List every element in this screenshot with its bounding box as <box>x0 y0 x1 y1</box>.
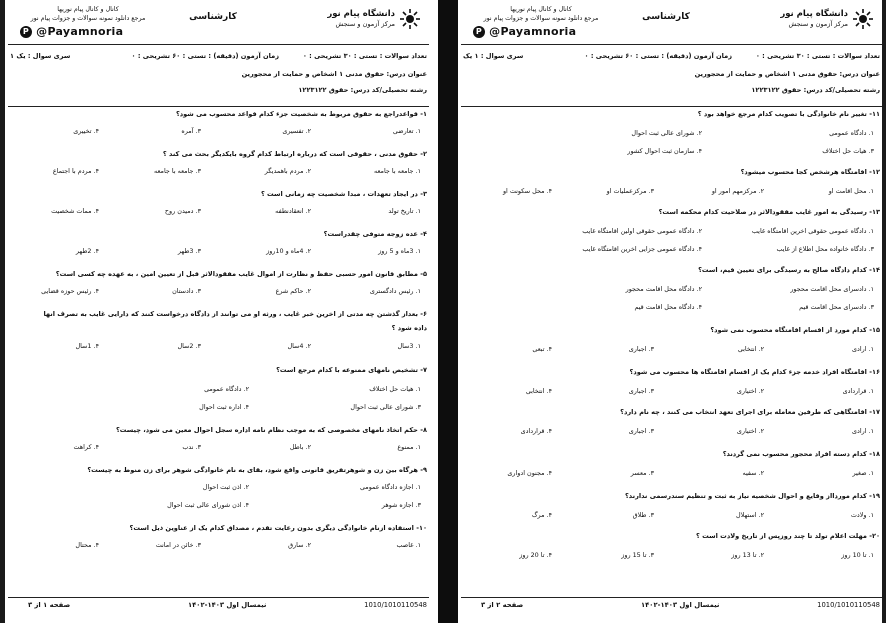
answer-option: ۴. سازمان ثبت احوال کشور <box>627 147 702 155</box>
question-text-continued: داده شود ؟ <box>391 324 427 332</box>
sun-emblem-icon <box>399 8 421 30</box>
question-text: ۲۰- مهلت اعلام تولد تا چند روزپس از تاریخ ولادت است ؟ <box>696 532 880 540</box>
exam-info <box>461 46 882 102</box>
answer-option: ۳. مرکزعملیات او <box>606 187 654 195</box>
answer-option: ۳. جامعه با جامعه <box>154 167 201 175</box>
answer-option: ۲. دادگاه عمومی حقوقی اولین اقامتگاه غایب <box>582 227 702 235</box>
answer-option: ۳. اجباری <box>628 345 654 353</box>
answer-option: ۴. تبعی <box>532 345 552 353</box>
answer-option: ۳. اجباری <box>628 427 654 435</box>
page-gutter-left <box>0 0 5 623</box>
answer-option: ۲. سفیه <box>742 469 764 477</box>
header-divider <box>461 44 882 45</box>
promo-line-2: مرجع دانلود نمونه سوالات و جزوات پیام نور <box>483 14 599 22</box>
page-footer <box>8 597 429 614</box>
answer-option: ۱. تاریخ تولد <box>388 207 421 215</box>
answer-option: ۳. دادستان <box>172 287 201 295</box>
answer-option: ۴. اداره ثبت احوال <box>199 403 249 411</box>
answer-option: ۳. دمیدن روح <box>164 207 201 215</box>
answer-option: ۲. انعقادنطفه <box>275 207 311 215</box>
answer-option: ۴. دادگاه عمومی جزایی اخرین اقامتگاه غایب <box>582 245 702 253</box>
course-code: رشته تحصیلی/کد درس: حقوق ۱۲۲۳۱۲۲ <box>298 86 427 94</box>
answer-option: ۲. 4سال <box>287 342 311 350</box>
course-title: عنوان درس: حقوق مدنی ۱ اشخاص و حمایت از محجورین <box>694 70 880 78</box>
answer-option: ۲. باطل <box>289 443 311 451</box>
question-text: ۲- حقوق مدنی ، حقوقی است که درباره ارتباط کدام گروه بایکدیگر بحث می کند ؟ <box>162 150 427 158</box>
answer-option: ۱. دادگاه عمومی حقوقی اخرین اقامتگاه غایب <box>751 227 874 235</box>
answer-option: ۲. سارق <box>288 541 311 549</box>
answer-option: ۱. جامعه با جامعه <box>374 167 421 175</box>
brand-handle <box>473 25 576 38</box>
question-count: تعداد سوالات : تستی : ۳۰ تشریحی : ۰ <box>302 52 427 60</box>
answer-option: ۱. صغیر <box>852 469 874 477</box>
answer-option: ۴. 1سال <box>75 342 99 350</box>
answer-option: ۴. انتخابی <box>525 387 552 395</box>
question-text: ۱- قواعدراجع به حقوق مربوط به شخصیت جزء کدام قواعد محسوب می شود؟ <box>175 110 427 118</box>
answer-option: ۱. ارادی <box>852 345 874 353</box>
university-name: دانشگاه پیام نور <box>327 9 395 19</box>
exam-level: کارشناسی <box>642 12 690 22</box>
answer-option: ۱. هیات حل اختلاف <box>369 385 421 393</box>
exam-info <box>8 46 429 102</box>
answer-option: ۴. اذن شورای عالی ثبت احوال <box>167 501 249 509</box>
exam-series: سری سوال : ۱ یک <box>463 52 524 60</box>
answer-option: ۱. قراردادی <box>842 387 874 395</box>
page-header <box>8 2 429 42</box>
question-text: ۱۷- اقامتگاهی که طرفین معامله برای اجرای تعهد انتخاب می کنند ، چه نام دارد؟ <box>620 408 880 416</box>
answer-option: ۲. حاکم شرع <box>275 287 311 295</box>
answer-option: ۱. ولادت <box>850 511 874 519</box>
answer-option: ۳. 3طهر <box>177 247 201 255</box>
exam-page-2 <box>461 2 882 614</box>
exam-page-1 <box>8 2 429 614</box>
answer-option: ۳. شورای عالی ثبت احوال <box>350 403 421 411</box>
promo-line-1: کانال و کانال پیام نوریها <box>510 6 572 13</box>
answer-option: ۱. اجازه دادگاه عمومی <box>359 483 421 491</box>
answer-option: ۴. ممات شخصیت <box>51 207 99 215</box>
promo-line-2: مرجع دانلود نمونه سوالات و جزوات پیام نور <box>30 14 146 22</box>
answer-option: ۴. تا 20 روز <box>519 551 552 559</box>
answer-option: ۲. استهلال <box>736 511 764 519</box>
answer-option: ۱. ارادی <box>852 427 874 435</box>
answer-option: ۳. دادسرای محل اقامت قیم <box>799 303 874 311</box>
exam-duration: زمان آزمون (دقیقه) : تستی : ۶۰ تشریحی : ۰ <box>584 52 732 60</box>
page-gutter-right <box>882 0 886 623</box>
footer-term: نیمسال اول ۱۴۰۳-۱۴۰۲ <box>641 601 720 609</box>
answer-option: ۱. دادسرای محل اقامت محجور <box>790 285 874 293</box>
answer-option: ۳. طلاق <box>632 511 654 519</box>
footer-page-number: صفحه ۲ از ۳ <box>481 601 524 609</box>
answer-option: ۴. رئیس حوزه قضایی <box>41 287 99 295</box>
question-text: ۴- عده زوجه متوفی چقدراست؟ <box>323 230 427 238</box>
info-divider <box>8 106 429 107</box>
answer-option: ۴. مردم با اجتماع <box>52 167 99 175</box>
course-code: رشته تحصیلی/کد درس: حقوق ۱۲۲۳۱۲۲ <box>751 86 880 94</box>
exam-level: کارشناسی <box>189 12 237 22</box>
footer-code: 1010/1010110548 <box>364 601 427 609</box>
page-header <box>461 2 882 42</box>
answer-option: ۳. آمره <box>181 127 201 135</box>
exam-center-name: مرکز آزمون و سنجش <box>335 20 395 28</box>
brand-handle <box>20 25 123 38</box>
answer-option: ۲. شورای عالی ثبت احوال <box>631 129 702 137</box>
answer-option: ۱. تعارضی <box>392 127 421 135</box>
answer-option: ۲. مرکزمهم امور او <box>711 187 764 195</box>
answer-option: ۳. دادگاه خانواده محل اطلاع از غایب <box>776 245 874 253</box>
brand-text: @Payamnoria <box>36 25 124 38</box>
question-text: ۱۳- رسیدگی به امور غایب مفقودالاثر در صلاحیت کدام محکمه است؟ <box>658 208 880 216</box>
sun-emblem-icon <box>852 8 874 30</box>
university-name: دانشگاه پیام نور <box>780 9 848 19</box>
answer-option: ۳. تا 15 روز <box>621 551 654 559</box>
answer-option: ۲. انتخابی <box>737 345 764 353</box>
answer-option: ۴. محل سکونت او <box>502 187 552 195</box>
promo-line-1: کانال و کانال پیام نوریها <box>57 6 119 13</box>
answer-option: ۴. محتال <box>75 541 99 549</box>
question-text: ۹- هرگاه بین زن و شوهرتفریق قانونی واقع شود، بقای به نام خانوادگی شوهر برای زن منوط به چیست؟ <box>87 466 427 474</box>
answer-option: ۱. 3سال <box>397 342 421 350</box>
question-text: ۱۹- کدام موردااز وقایع و احوال شخصیه نیاز به ثبت و تنظیم سندرسمی ندارند؟ <box>624 492 880 500</box>
answer-option: ۳. 2سال <box>177 342 201 350</box>
answer-option: ۲. اختیاری <box>736 427 764 435</box>
answer-option: ۲. 4ماه و 10روز <box>266 247 311 255</box>
question-text: ۱۶- اقامتگاه افراد خدمه جزء کدام یک از اقسام اقامتگاه ها محسوب می شود؟ <box>629 368 880 376</box>
info-divider <box>461 106 882 107</box>
university-logo <box>726 6 876 40</box>
brand-p-icon: P <box>473 26 485 38</box>
answer-option: ۱. تا 10 روز <box>841 551 874 559</box>
answer-option: ۲. تا 13 روز <box>731 551 764 559</box>
course-title: عنوان درس: حقوق مدنی ۱ اشخاص و حمایت از محجورین <box>241 70 427 78</box>
answer-option: ۲. دادگاه محل اقامت محجور <box>625 285 702 293</box>
answer-option: ۳. هیات حل اختلاف <box>822 147 874 155</box>
question-text: ۶- بعداز گذشتن چه مدتی از اخرین خبر غایب ، ورثه او می توانند از دادگاه درخواست کنند که دارایی غایب به تصرف انها <box>43 310 427 318</box>
exam-series: سری سوال : یک ۱ <box>10 52 71 60</box>
answer-option: ۴. مجنون ادواری <box>507 469 552 477</box>
answer-option: ۲. اختیاری <box>736 387 764 395</box>
answer-option: ۱. غاصب <box>396 541 421 549</box>
answer-option: ۴. کراهت <box>73 443 99 451</box>
question-text: ۵- مطابق قانون امور حسبی حفظ و نظارت از اموال غایب مفقودالاثر قبل از تعیین امین ، به عهده چه کسی است؟ <box>55 270 427 278</box>
answer-option: ۲. دادگاه عمومی <box>204 385 249 393</box>
footer-code: 1010/1010110548 <box>817 601 880 609</box>
question-text: ۱۴- کدام دادگاه صالح به رسیدگی برای تعیین قیم، است؟ <box>698 266 880 274</box>
answer-option: ۳. خائن در امانت <box>155 541 201 549</box>
page-footer <box>461 597 882 614</box>
promo-banner <box>8 6 168 23</box>
answer-option: ۳. اجباری <box>628 387 654 395</box>
question-list <box>8 110 429 596</box>
exam-center-name: مرکز آزمون و سنجش <box>788 20 848 28</box>
footer-term: نیمسال اول ۱۴۰۳-۱۴۰۲ <box>188 601 267 609</box>
answer-option: ۴. 2طهر <box>75 247 99 255</box>
answer-option: ۳. اجازه شوهر <box>381 501 421 509</box>
university-logo <box>273 6 423 40</box>
answer-option: ۳. معسر <box>630 469 654 477</box>
answer-option: ۲. اذن ثبت احوال <box>202 483 249 491</box>
promo-banner <box>461 6 621 23</box>
question-list <box>461 110 882 596</box>
answer-option: ۱. محل اقامت او <box>828 187 874 195</box>
question-text: ۱۲- اقامتگاه هرشخص کجا محسوب میشود؟ <box>740 168 880 176</box>
answer-option: ۳. ندب <box>182 443 201 451</box>
question-text: ۱۸- کدام دسته افراد محجور محسوب نمی گردند؟ <box>722 450 880 458</box>
question-count: تعداد سوالات : تستی : ۳۰ تشریحی : ۰ <box>755 52 880 60</box>
answer-option: ۴. تخییری <box>73 127 99 135</box>
footer-page-number: صفحه ۱ از ۳ <box>28 601 71 609</box>
question-text: ۱۱- تغییر نام خانوادگی با تصویب کدام مرجع خواهد بود ؟ <box>697 110 880 118</box>
question-text: ۱۰- استفاده ازنام خانوادگی دیگری بدون رعایت تقدم ، مصداق کدام یک از عناوین ذیل است؟ <box>129 524 427 532</box>
answer-option: ۱. ممنوع <box>397 443 421 451</box>
answer-option: ۴. قراردادی <box>520 427 552 435</box>
exam-duration: زمان آزمون (دقیقه) : تستی : ۶۰ تشریحی : ۰ <box>131 52 279 60</box>
page-gutter-middle <box>438 0 458 623</box>
question-text: ۷- تشخیص نامهای ممنوعه با کدام مرجع است؟ <box>276 366 427 374</box>
answer-option: ۱. دادگاه عمومی <box>829 129 874 137</box>
question-text: ۳- در ایجاد تعهدات ، مبدا شخصیت چه زمانی است ؟ <box>260 190 427 198</box>
answer-option: ۴. مرگ <box>531 511 552 519</box>
answer-option: ۲. تفسیری <box>282 127 311 135</box>
brand-text: @Payamnoria <box>489 25 577 38</box>
question-text: ۸- حکم اتخاذ نامهای مخصوصی که به موجب نظام نامه اداره سجل احوال معین می شود، چیست؟ <box>115 426 427 434</box>
answer-option: ۱. 3ماه و 5 روز <box>378 247 421 255</box>
question-text: ۱۵- کدام مورد از اقسام اقامتگاه محسوب نمی شود؟ <box>710 326 880 334</box>
brand-p-icon: P <box>20 26 32 38</box>
answer-option: ۴. دادگاه محل اقامت قیم <box>634 303 702 311</box>
answer-option: ۲. مردم باهمدیگر <box>264 167 311 175</box>
header-divider <box>8 44 429 45</box>
answer-option: ۱. رئیس دادگستری <box>369 287 421 295</box>
